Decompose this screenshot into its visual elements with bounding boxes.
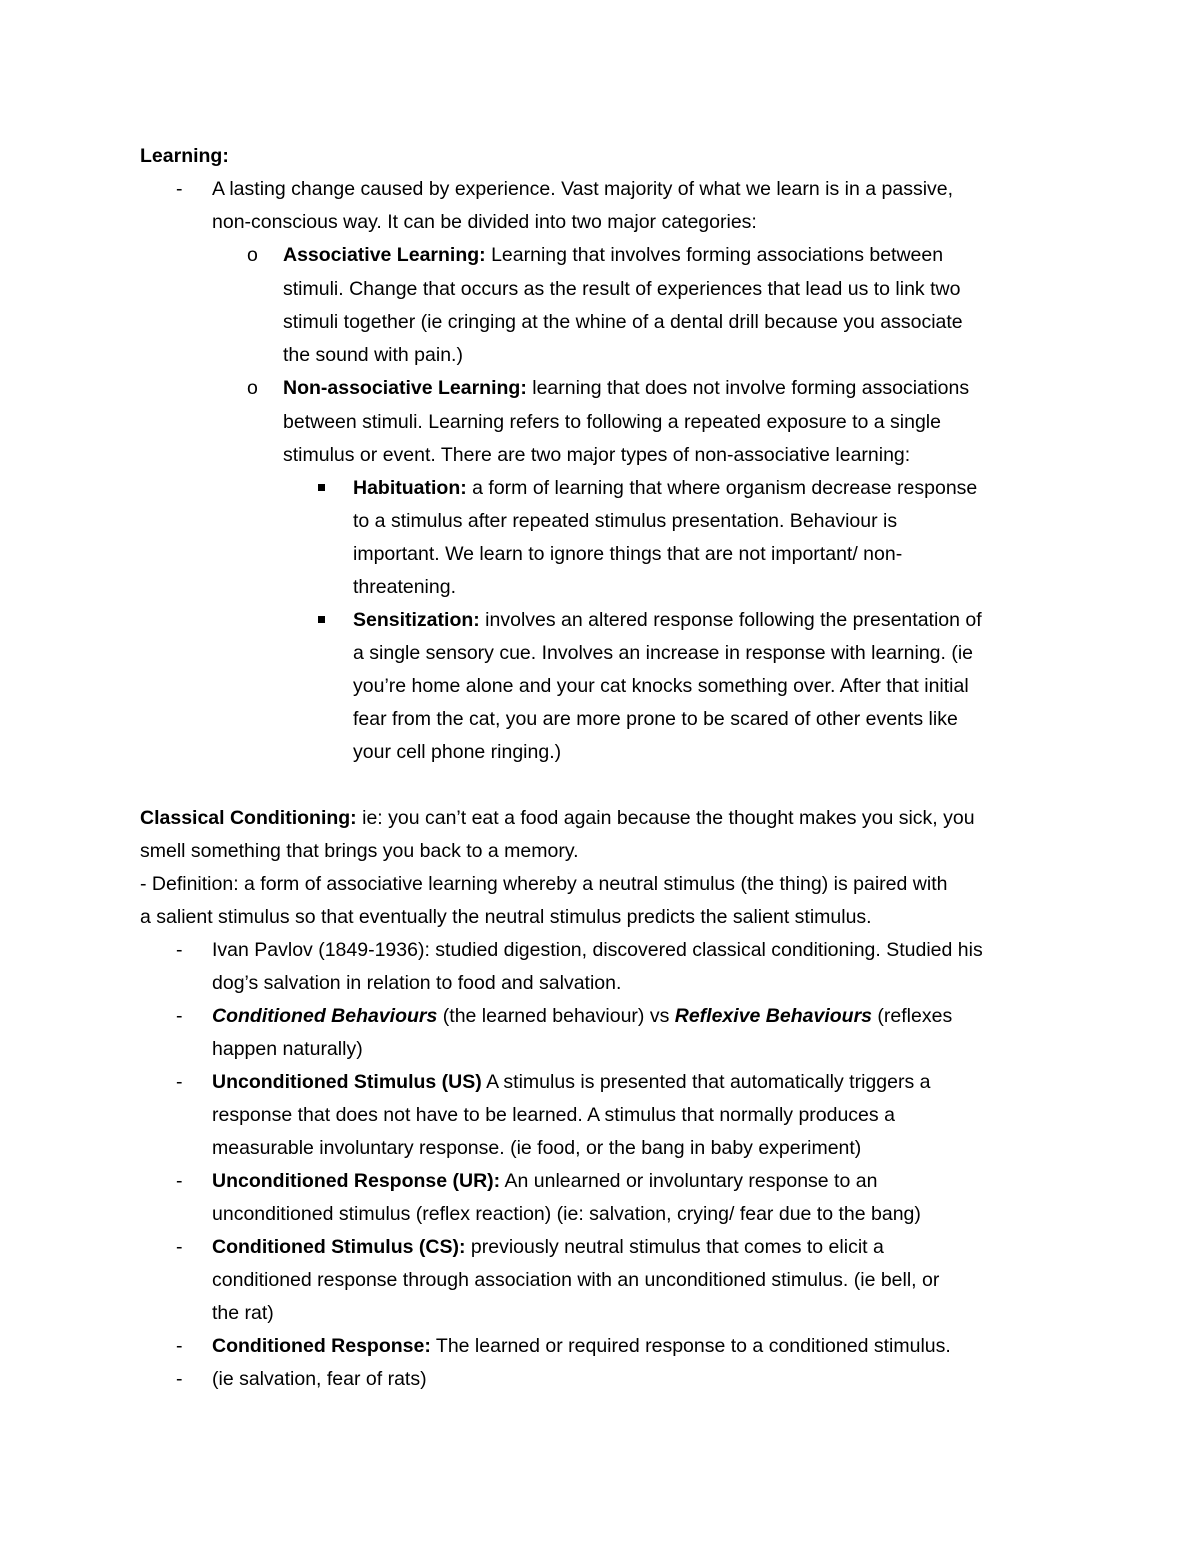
nonassociative-learning-text: learning that does not involve forming associations (526, 377, 970, 399)
dash-bullet: - (176, 178, 183, 200)
associative-learning-line-3: stimuli together (ie cringing at the whine of a dental drill because you associate (283, 311, 963, 333)
unconditioned-response-label: Unconditioned Response (UR): (212, 1170, 501, 1192)
circle-bullet: o (247, 244, 258, 266)
conditioned-stimulus-line-2: conditioned response through association with an unconditioned stimulus. (ie bell, or (212, 1269, 940, 1291)
square-bullet-icon (318, 616, 325, 623)
associative-learning-line-2: stimuli. Change that occurs as the result of experiences that lead us to link two (283, 278, 961, 300)
habituation-text: a form of learning that where organism decrease response (466, 477, 978, 499)
classical-conditioning-intro: ie: you can’t eat a food again because the thought makes you sick, you (356, 807, 975, 829)
square-bullet-icon (318, 484, 325, 491)
classical-definition-line-1: - Definition: a form of associative learning whereby a neutral stimulus (the thing) is paired with (140, 873, 948, 895)
classical-conditioning-line-1 (140, 802, 975, 835)
associative-learning-line-1 (283, 239, 943, 272)
pavlov-line-1: Ivan Pavlov (1849-1936): studied digestion, discovered classical conditioning. Studied his (212, 939, 983, 961)
classical-conditioning-heading: Classical Conditioning: (140, 807, 357, 829)
dash-bullet: - (176, 1368, 183, 1390)
unconditioned-response-line-2: unconditioned stimulus (reflex reaction) (ie: salvation, crying/ fear due to the bang) (212, 1203, 921, 1225)
reflexive-behaviours-text: (reflexes (872, 1005, 953, 1027)
dash-bullet: - (176, 939, 183, 961)
habituation-line-2: to a stimulus after repeated stimulus presentation. Behaviour is (353, 510, 898, 532)
unconditioned-response-line-1 (212, 1165, 877, 1198)
dash-bullet: - (176, 1236, 183, 1258)
associative-learning-text: Learning that involves forming associations between (485, 244, 944, 266)
learning-definition-line-1: A lasting change caused by experience. Vast majority of what we learn is in a passive, (212, 178, 954, 200)
dash-bullet: - (176, 1335, 183, 1357)
reflexive-behaviours-label: Reflexive Behaviours (674, 1005, 873, 1027)
unconditioned-stimulus-line-2: response that does not have to be learned. A stimulus that normally produces a (212, 1104, 895, 1126)
conditioned-behaviours-text: (the learned behaviour) vs (437, 1005, 675, 1027)
circle-bullet: o (247, 377, 258, 399)
habituation-line-4: threatening. (353, 576, 456, 598)
conditioned-stimulus-label: Conditioned Stimulus (CS): (212, 1236, 466, 1258)
nonassociative-learning-line-1 (283, 372, 969, 405)
nonassociative-learning-line-3: stimulus or event. There are two major types of non-associative learning: (283, 444, 911, 466)
unconditioned-stimulus-line-3: measurable involuntary response. (ie food, or the bang in baby experiment) (212, 1137, 862, 1159)
learning-definition-line-2: non-conscious way. It can be divided into two major categories: (212, 211, 757, 233)
habituation-line-1 (353, 472, 977, 505)
unconditioned-response-text: An unlearned or involuntary response to an (500, 1170, 878, 1192)
dash-bullet: - (176, 1071, 183, 1093)
dash-bullet: - (176, 1005, 183, 1027)
conditioned-stimulus-line-1 (212, 1231, 884, 1264)
conditioned-response-text: The learned or required response to a conditioned stimulus. (430, 1335, 951, 1357)
habituation-line-3: important. We learn to ignore things that are not important/ non- (353, 543, 903, 565)
conditioned-behaviours-label: Conditioned Behaviours (212, 1005, 438, 1027)
conditioned-response-line-1 (212, 1330, 951, 1363)
sensitization-line-4: fear from the cat, you are more prone to be scared of other events like (353, 708, 958, 730)
unconditioned-stimulus-text: A stimulus is presented that automatically triggers a (481, 1071, 931, 1093)
sensitization-text: involves an altered response following the presentation of (479, 609, 982, 631)
nonassociative-learning-line-2: between stimuli. Learning refers to following a repeated exposure to a single (283, 411, 941, 433)
behaviours-line-2: happen naturally) (212, 1038, 363, 1060)
classical-conditioning-line-2: smell something that brings you back to a memory. (140, 840, 579, 862)
associative-learning-line-4: the sound with pain.) (283, 344, 463, 366)
learning-heading: Learning: (140, 145, 229, 167)
behaviours-line-1 (212, 1000, 952, 1033)
sensitization-line-1 (353, 604, 982, 637)
sensitization-line-5: your cell phone ringing.) (353, 741, 562, 763)
conditioned-stimulus-line-3: the rat) (212, 1302, 274, 1324)
habituation-label: Habituation: (353, 477, 467, 499)
sensitization-line-2: a single sensory cue. Involves an increase in response with learning. (ie (353, 642, 974, 664)
unconditioned-stimulus-label: Unconditioned Stimulus (US) (212, 1071, 482, 1093)
dash-bullet: - (176, 1170, 183, 1192)
sensitization-label: Sensitization: (353, 609, 480, 631)
conditioned-response-label: Conditioned Response: (212, 1335, 431, 1357)
pavlov-line-2: dog’s salvation in relation to food and salvation. (212, 972, 622, 994)
associative-learning-label: Associative Learning: (283, 244, 486, 266)
classical-definition-line-2: a salient stimulus so that eventually the neutral stimulus predicts the salient stimulus. (140, 906, 872, 928)
nonassociative-learning-label: Non-associative Learning: (283, 377, 527, 399)
unconditioned-stimulus-line-1 (212, 1066, 930, 1099)
sensitization-line-3: you’re home alone and your cat knocks something over. After that initial (353, 675, 969, 697)
conditioned-response-examples: (ie salvation, fear of rats) (212, 1368, 427, 1390)
conditioned-stimulus-text: previously neutral stimulus that comes to elicit a (465, 1236, 884, 1258)
